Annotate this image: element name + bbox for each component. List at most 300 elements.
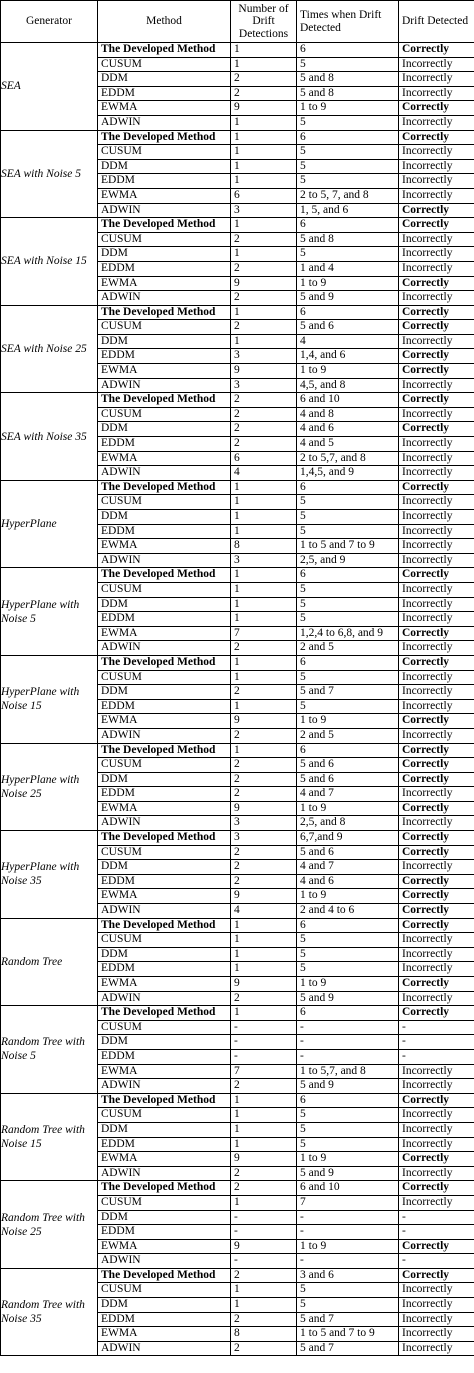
method-cell: DDM	[98, 772, 231, 787]
result-cell: Incorrectly	[399, 466, 474, 481]
detections-cell: 2	[231, 86, 297, 101]
detections-cell: 1	[231, 1093, 297, 1108]
times-cell: 5 and 7	[297, 685, 399, 700]
result-cell: Incorrectly	[399, 261, 474, 276]
detections-cell: -	[231, 1035, 297, 1050]
method-cell: DDM	[98, 334, 231, 349]
times-cell: 5 and 9	[297, 1166, 399, 1181]
detections-cell: 2	[231, 685, 297, 700]
times-cell: 1 to 9	[297, 977, 399, 992]
method-cell: EDDM	[98, 261, 231, 276]
result-cell: Incorrectly	[399, 816, 474, 831]
result-cell: -	[399, 1020, 474, 1035]
method-cell: CUSUM	[98, 407, 231, 422]
method-cell: EDDM	[98, 699, 231, 714]
result-cell: Correctly	[399, 743, 474, 758]
detections-cell: 3	[231, 203, 297, 218]
detections-cell: 1	[231, 57, 297, 72]
times-cell: 2,5, and 9	[297, 553, 399, 568]
method-cell: DDM	[98, 510, 231, 525]
times-cell: 6	[297, 130, 399, 145]
result-cell: Incorrectly	[399, 1108, 474, 1123]
detections-cell: 1	[231, 670, 297, 685]
method-cell: CUSUM	[98, 845, 231, 860]
result-cell: Incorrectly	[399, 582, 474, 597]
method-cell: ADWIN	[98, 641, 231, 656]
times-cell: 5	[297, 612, 399, 627]
times-cell: 5	[297, 495, 399, 510]
times-cell: 5	[297, 524, 399, 539]
method-cell: DDM	[98, 947, 231, 962]
method-cell: EDDM	[98, 874, 231, 889]
detections-cell: 2	[231, 1079, 297, 1094]
table-row	[1, 130, 474, 145]
result-cell: Correctly	[399, 889, 474, 904]
times-cell: -	[297, 1225, 399, 1240]
detections-cell: 1	[231, 1137, 297, 1152]
times-cell: 1 to 9	[297, 801, 399, 816]
method-cell: EDDM	[98, 437, 231, 452]
detections-cell: 1	[231, 1283, 297, 1298]
detections-cell: 2	[231, 393, 297, 408]
detections-cell: 2	[231, 1312, 297, 1327]
result-cell: Incorrectly	[399, 437, 474, 452]
detections-cell: 2	[231, 72, 297, 87]
result-cell: -	[399, 1210, 474, 1225]
table-row	[1, 1181, 474, 1196]
table-row	[1, 43, 474, 58]
detections-cell: 4	[231, 466, 297, 481]
method-cell: CUSUM	[98, 670, 231, 685]
method-cell: The Developed Method	[98, 305, 231, 320]
detections-cell: 1	[231, 582, 297, 597]
times-cell: 5	[297, 1122, 399, 1137]
generator-cell: SEA with Noise 25	[1, 305, 98, 393]
times-cell: 5	[297, 510, 399, 525]
generator-cell: SEA with Noise 5	[1, 130, 98, 218]
times-cell: 1 to 5,7, and 8	[297, 1064, 399, 1079]
method-cell: EDDM	[98, 349, 231, 364]
times-cell: 1 to 9	[297, 276, 399, 291]
method-cell: The Developed Method	[98, 568, 231, 583]
detections-cell: 2	[231, 291, 297, 306]
result-cell: Correctly	[399, 1268, 474, 1283]
detections-cell: 1	[231, 597, 297, 612]
method-cell: EWMA	[98, 276, 231, 291]
result-cell: Correctly	[399, 1093, 474, 1108]
result-cell: Incorrectly	[399, 641, 474, 656]
method-cell: ADWIN	[98, 203, 231, 218]
detections-cell: 1	[231, 933, 297, 948]
table-row	[1, 218, 474, 233]
times-cell: 1 to 9	[297, 364, 399, 379]
times-cell: 6	[297, 918, 399, 933]
header-num-detections: Number of Drift Detections	[231, 1, 297, 43]
method-cell: CUSUM	[98, 145, 231, 160]
times-cell: 6	[297, 655, 399, 670]
detections-cell: 1	[231, 334, 297, 349]
generator-cell: SEA	[1, 43, 98, 131]
detections-cell: 1	[231, 1298, 297, 1313]
result-cell: Incorrectly	[399, 1298, 474, 1313]
times-cell: 6,7,and 9	[297, 831, 399, 846]
method-cell: CUSUM	[98, 232, 231, 247]
detections-cell: 9	[231, 1152, 297, 1167]
detections-cell: 2	[231, 845, 297, 860]
result-cell: -	[399, 1225, 474, 1240]
times-cell: 5	[297, 1298, 399, 1313]
method-cell: EDDM	[98, 1137, 231, 1152]
method-cell: EWMA	[98, 539, 231, 554]
method-cell: EDDM	[98, 1312, 231, 1327]
result-cell: Incorrectly	[399, 1195, 474, 1210]
times-cell: 5	[297, 1108, 399, 1123]
generator-cell: Random Tree with Noise 35	[1, 1268, 98, 1356]
method-cell: ADWIN	[98, 553, 231, 568]
result-cell: Incorrectly	[399, 612, 474, 627]
result-cell: Correctly	[399, 772, 474, 787]
result-cell: Incorrectly	[399, 1166, 474, 1181]
method-cell: ADWIN	[98, 1079, 231, 1094]
result-cell: Correctly	[399, 1006, 474, 1021]
method-cell: EDDM	[98, 174, 231, 189]
method-cell: ADWIN	[98, 291, 231, 306]
method-cell: EWMA	[98, 977, 231, 992]
result-cell: Incorrectly	[399, 728, 474, 743]
generator-cell: HyperPlane	[1, 480, 98, 568]
times-cell: 5 and 6	[297, 845, 399, 860]
result-cell: Incorrectly	[399, 232, 474, 247]
detections-cell: 1	[231, 1195, 297, 1210]
result-cell: Correctly	[399, 320, 474, 335]
result-cell: Incorrectly	[399, 685, 474, 700]
times-cell: 1 to 5 and 7 to 9	[297, 1327, 399, 1342]
detections-cell: -	[231, 1020, 297, 1035]
method-cell: DDM	[98, 159, 231, 174]
times-cell: 1 to 9	[297, 714, 399, 729]
times-cell: 6	[297, 305, 399, 320]
result-cell: Incorrectly	[399, 510, 474, 525]
times-cell: 5	[297, 57, 399, 72]
method-cell: CUSUM	[98, 1020, 231, 1035]
method-cell: EWMA	[98, 714, 231, 729]
detections-cell: 1	[231, 130, 297, 145]
times-cell: 5 and 8	[297, 232, 399, 247]
times-cell: 6 and 10	[297, 1181, 399, 1196]
times-cell: 5 and 9	[297, 1079, 399, 1094]
table-row	[1, 480, 474, 495]
detections-cell: 1	[231, 159, 297, 174]
method-cell: The Developed Method	[98, 1268, 231, 1283]
times-cell: 6	[297, 1093, 399, 1108]
detections-cell: 1	[231, 612, 297, 627]
times-cell: 5	[297, 115, 399, 130]
result-cell: Correctly	[399, 626, 474, 641]
times-cell: -	[297, 1049, 399, 1064]
result-cell: Correctly	[399, 101, 474, 116]
method-cell: CUSUM	[98, 1195, 231, 1210]
times-cell: 1,4,5, and 9	[297, 466, 399, 481]
detections-cell: 1	[231, 480, 297, 495]
result-cell: Correctly	[399, 1152, 474, 1167]
detections-cell: 1	[231, 43, 297, 58]
method-cell: EDDM	[98, 612, 231, 627]
result-cell: Incorrectly	[399, 188, 474, 203]
method-cell: EDDM	[98, 962, 231, 977]
times-cell: 4 and 7	[297, 860, 399, 875]
generator-cell: Random Tree with Noise 15	[1, 1093, 98, 1181]
result-cell: Incorrectly	[399, 524, 474, 539]
result-cell: Correctly	[399, 655, 474, 670]
method-cell: CUSUM	[98, 495, 231, 510]
method-cell: CUSUM	[98, 1283, 231, 1298]
result-cell: Incorrectly	[399, 247, 474, 262]
generator-cell: HyperPlane with Noise 35	[1, 831, 98, 919]
detections-cell: 9	[231, 714, 297, 729]
method-cell: The Developed Method	[98, 218, 231, 233]
times-cell: -	[297, 1254, 399, 1269]
detections-cell: 2	[231, 787, 297, 802]
generator-cell: HyperPlane with Noise 5	[1, 568, 98, 656]
result-cell: -	[399, 1049, 474, 1064]
detections-cell: 2	[231, 1268, 297, 1283]
method-cell: EWMA	[98, 889, 231, 904]
generator-cell: HyperPlane with Noise 25	[1, 743, 98, 831]
method-cell: DDM	[98, 72, 231, 87]
table-body	[1, 43, 474, 1356]
method-cell: EDDM	[98, 1225, 231, 1240]
result-cell: Incorrectly	[399, 334, 474, 349]
table-row	[1, 1093, 474, 1108]
detections-cell: 1	[231, 568, 297, 583]
result-cell: Correctly	[399, 831, 474, 846]
result-cell: Incorrectly	[399, 174, 474, 189]
detections-cell: 2	[231, 728, 297, 743]
detections-cell: 1	[231, 218, 297, 233]
result-cell: -	[399, 1035, 474, 1050]
times-cell: 1 to 5 and 7 to 9	[297, 539, 399, 554]
method-cell: The Developed Method	[98, 1181, 231, 1196]
detections-cell: 1	[231, 743, 297, 758]
times-cell: -	[297, 1210, 399, 1225]
detections-cell: 3	[231, 378, 297, 393]
method-cell: ADWIN	[98, 1341, 231, 1356]
detections-cell: 1	[231, 115, 297, 130]
result-cell: Correctly	[399, 568, 474, 583]
result-cell: Correctly	[399, 130, 474, 145]
detections-cell: 1	[231, 145, 297, 160]
result-cell: Incorrectly	[399, 1064, 474, 1079]
detections-cell: 6	[231, 188, 297, 203]
result-cell: Incorrectly	[399, 670, 474, 685]
detections-cell: 2	[231, 437, 297, 452]
times-cell: 1 to 9	[297, 101, 399, 116]
result-cell: Incorrectly	[399, 495, 474, 510]
times-cell: 5 and 6	[297, 772, 399, 787]
result-cell: Correctly	[399, 218, 474, 233]
times-cell: 2 and 5	[297, 728, 399, 743]
result-cell: Incorrectly	[399, 145, 474, 160]
result-cell: Incorrectly	[399, 962, 474, 977]
detections-cell: 2	[231, 422, 297, 437]
times-cell: 6	[297, 1006, 399, 1021]
method-cell: EDDM	[98, 1049, 231, 1064]
method-cell: The Developed Method	[98, 918, 231, 933]
detections-cell: 9	[231, 1239, 297, 1254]
times-cell: 6	[297, 480, 399, 495]
times-cell: 5 and 7	[297, 1341, 399, 1356]
result-cell: Incorrectly	[399, 451, 474, 466]
method-cell: DDM	[98, 1210, 231, 1225]
result-cell: Correctly	[399, 1181, 474, 1196]
result-cell: Incorrectly	[399, 597, 474, 612]
times-cell: 5	[297, 947, 399, 962]
method-cell: The Developed Method	[98, 43, 231, 58]
method-cell: CUSUM	[98, 758, 231, 773]
detections-cell: 2	[231, 874, 297, 889]
method-cell: ADWIN	[98, 115, 231, 130]
detections-cell: 2	[231, 1181, 297, 1196]
times-cell: 5	[297, 1137, 399, 1152]
detections-cell: 2	[231, 407, 297, 422]
result-cell: Correctly	[399, 845, 474, 860]
method-cell: EWMA	[98, 101, 231, 116]
result-cell: Correctly	[399, 801, 474, 816]
times-cell: 5	[297, 145, 399, 160]
table-row	[1, 1006, 474, 1021]
table-row	[1, 743, 474, 758]
result-cell: Incorrectly	[399, 115, 474, 130]
times-cell: 4	[297, 334, 399, 349]
method-cell: EWMA	[98, 451, 231, 466]
detections-cell: 1	[231, 918, 297, 933]
result-cell: Correctly	[399, 43, 474, 58]
result-cell: Correctly	[399, 714, 474, 729]
times-cell: 5	[297, 670, 399, 685]
detections-cell: 9	[231, 364, 297, 379]
method-cell: The Developed Method	[98, 831, 231, 846]
detections-cell: 8	[231, 539, 297, 554]
method-cell: EWMA	[98, 1327, 231, 1342]
times-cell: -	[297, 1035, 399, 1050]
detections-cell: 2	[231, 261, 297, 276]
method-cell: ADWIN	[98, 816, 231, 831]
times-cell: 4 and 7	[297, 787, 399, 802]
result-cell: Correctly	[399, 305, 474, 320]
result-cell: Correctly	[399, 364, 474, 379]
detections-cell: 8	[231, 1327, 297, 1342]
result-cell: Incorrectly	[399, 57, 474, 72]
method-cell: EWMA	[98, 1239, 231, 1254]
header-method: Method	[98, 1, 231, 43]
method-cell: The Developed Method	[98, 480, 231, 495]
detections-cell: 1	[231, 655, 297, 670]
detections-cell: 1	[231, 1108, 297, 1123]
detections-cell: 2	[231, 641, 297, 656]
method-cell: EWMA	[98, 1064, 231, 1079]
method-cell: DDM	[98, 597, 231, 612]
detections-cell: 9	[231, 889, 297, 904]
generator-cell: SEA with Noise 15	[1, 218, 98, 306]
result-cell: Incorrectly	[399, 1137, 474, 1152]
method-cell: The Developed Method	[98, 130, 231, 145]
method-cell: EWMA	[98, 188, 231, 203]
detections-cell: 3	[231, 553, 297, 568]
generator-cell: Random Tree with Noise 5	[1, 1006, 98, 1094]
header-row	[1, 1, 474, 43]
times-cell: 2,5, and 8	[297, 816, 399, 831]
times-cell: 4,5, and 8	[297, 378, 399, 393]
result-cell: Incorrectly	[399, 1312, 474, 1327]
times-cell: 4 and 6	[297, 874, 399, 889]
method-cell: ADWIN	[98, 991, 231, 1006]
result-cell: Correctly	[399, 758, 474, 773]
detections-cell: 3	[231, 816, 297, 831]
times-cell: 6	[297, 218, 399, 233]
method-cell: DDM	[98, 422, 231, 437]
detections-cell: 1	[231, 699, 297, 714]
header-detected: Drift Detected	[399, 1, 474, 43]
result-cell: Incorrectly	[399, 1283, 474, 1298]
method-cell: The Developed Method	[98, 1093, 231, 1108]
result-cell: Incorrectly	[399, 1327, 474, 1342]
times-cell: 5 and 6	[297, 758, 399, 773]
generator-cell: SEA with Noise 35	[1, 393, 98, 481]
generator-cell: Random Tree with Noise 25	[1, 1181, 98, 1269]
method-cell: ADWIN	[98, 1166, 231, 1181]
times-cell: 6	[297, 568, 399, 583]
result-cell: Correctly	[399, 203, 474, 218]
method-cell: EDDM	[98, 86, 231, 101]
times-cell: 5 and 9	[297, 991, 399, 1006]
detections-cell: 1	[231, 947, 297, 962]
method-cell: The Developed Method	[98, 655, 231, 670]
times-cell: 5	[297, 582, 399, 597]
times-cell: -	[297, 1020, 399, 1035]
detections-cell: 1	[231, 305, 297, 320]
result-cell: Incorrectly	[399, 947, 474, 962]
result-cell: Correctly	[399, 1239, 474, 1254]
method-cell: CUSUM	[98, 1108, 231, 1123]
times-cell: 6	[297, 43, 399, 58]
method-cell: EWMA	[98, 1152, 231, 1167]
detections-cell: 4	[231, 904, 297, 919]
header-generator: Generator	[1, 1, 98, 43]
times-cell: 2 to 5,7, and 8	[297, 451, 399, 466]
table-row	[1, 655, 474, 670]
table-row	[1, 1268, 474, 1283]
detections-cell: 3	[231, 831, 297, 846]
times-cell: 1,2,4 to 6,8, and 9	[297, 626, 399, 641]
times-cell: 1 to 9	[297, 889, 399, 904]
method-cell: DDM	[98, 1035, 231, 1050]
times-cell: 2 and 5	[297, 641, 399, 656]
method-cell: DDM	[98, 1122, 231, 1137]
method-cell: EWMA	[98, 801, 231, 816]
detections-cell: 1	[231, 174, 297, 189]
result-cell: Incorrectly	[399, 539, 474, 554]
method-cell: DDM	[98, 860, 231, 875]
times-cell: 5	[297, 597, 399, 612]
detections-cell: 2	[231, 1341, 297, 1356]
table-row	[1, 918, 474, 933]
times-cell: 6 and 10	[297, 393, 399, 408]
method-cell: EWMA	[98, 364, 231, 379]
detections-cell: 2	[231, 991, 297, 1006]
result-cell: Correctly	[399, 874, 474, 889]
detections-cell: 9	[231, 101, 297, 116]
detections-cell: 1	[231, 495, 297, 510]
